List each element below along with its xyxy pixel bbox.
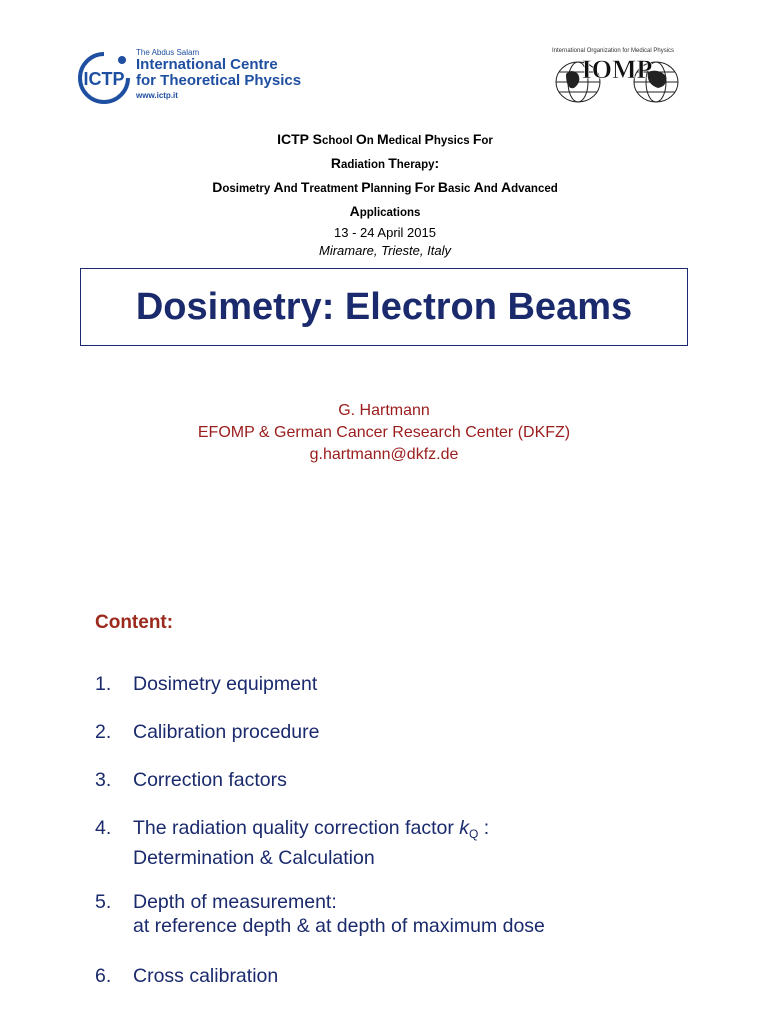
item-text: Cross calibration	[133, 965, 279, 987]
ictp-logo	[74, 44, 324, 114]
k-symbol: k	[459, 817, 469, 839]
slide-title: Dosimetry: Electron Beams	[135, 285, 633, 328]
item-text	[133, 816, 713, 870]
ictp-acronym: ICTP	[83, 69, 125, 89]
k-subscript: Q	[469, 827, 479, 841]
content-heading: Content:	[95, 612, 174, 633]
item-text: Correction factors	[133, 769, 287, 791]
school-dates: 13 - 24 April 2015	[334, 225, 436, 240]
author-name: G. Hartmann	[338, 402, 430, 419]
item-number: 3.	[95, 769, 112, 791]
school-line-3: Dosimetry And Treatment Planning For Basic And Advanced	[212, 179, 558, 195]
school-line-4: Applications	[349, 203, 421, 219]
item-line-1: The radiation quality correction factor $k_Q$ :	[133, 817, 490, 841]
author-affiliation: EFOMP & German Cancer Research Center (DKFZ)	[197, 424, 571, 441]
item-text: Dosimetry equipment	[133, 673, 318, 695]
item-number: 6.	[95, 965, 112, 987]
school-line-1: ICTP School On Medical Physics For	[277, 131, 493, 147]
author-block	[100, 400, 668, 466]
item-line-2: Determination & Calculation	[133, 847, 375, 869]
iomp-caption: International Organization for Medical Physics	[552, 48, 675, 54]
iomp-logo	[548, 44, 686, 108]
item-number: 5.	[95, 891, 112, 913]
item-line-2: at reference depth & at depth of maximum dose	[133, 915, 545, 937]
item-text: Calibration procedure	[133, 721, 320, 743]
item-line-1: Depth of measurement:	[133, 891, 337, 913]
ictp-wordmark	[136, 48, 301, 100]
item-number: 1.	[95, 673, 112, 695]
school-line-2: Radiation Therapy:	[330, 155, 440, 171]
ictp-line-2: for Theoretical Physics	[136, 72, 302, 89]
ictp-url: www.ictp.it	[136, 91, 178, 100]
iomp-acronym: IOMP	[581, 55, 653, 84]
title-box	[80, 268, 688, 346]
school-place: Miramare, Trieste, Italy	[319, 243, 451, 258]
ictp-small-line: The Abdus Salam	[136, 48, 200, 57]
ictp-line-1: International Centre	[136, 56, 278, 73]
item-number: 4.	[95, 817, 112, 839]
author-email: g.hartmann@dkfz.de	[309, 446, 459, 463]
ictp-emblem-icon	[76, 50, 132, 106]
iomp-globe-icon	[548, 44, 686, 108]
item-text	[133, 890, 713, 938]
item-number: 2.	[95, 721, 112, 743]
school-header	[140, 128, 630, 260]
